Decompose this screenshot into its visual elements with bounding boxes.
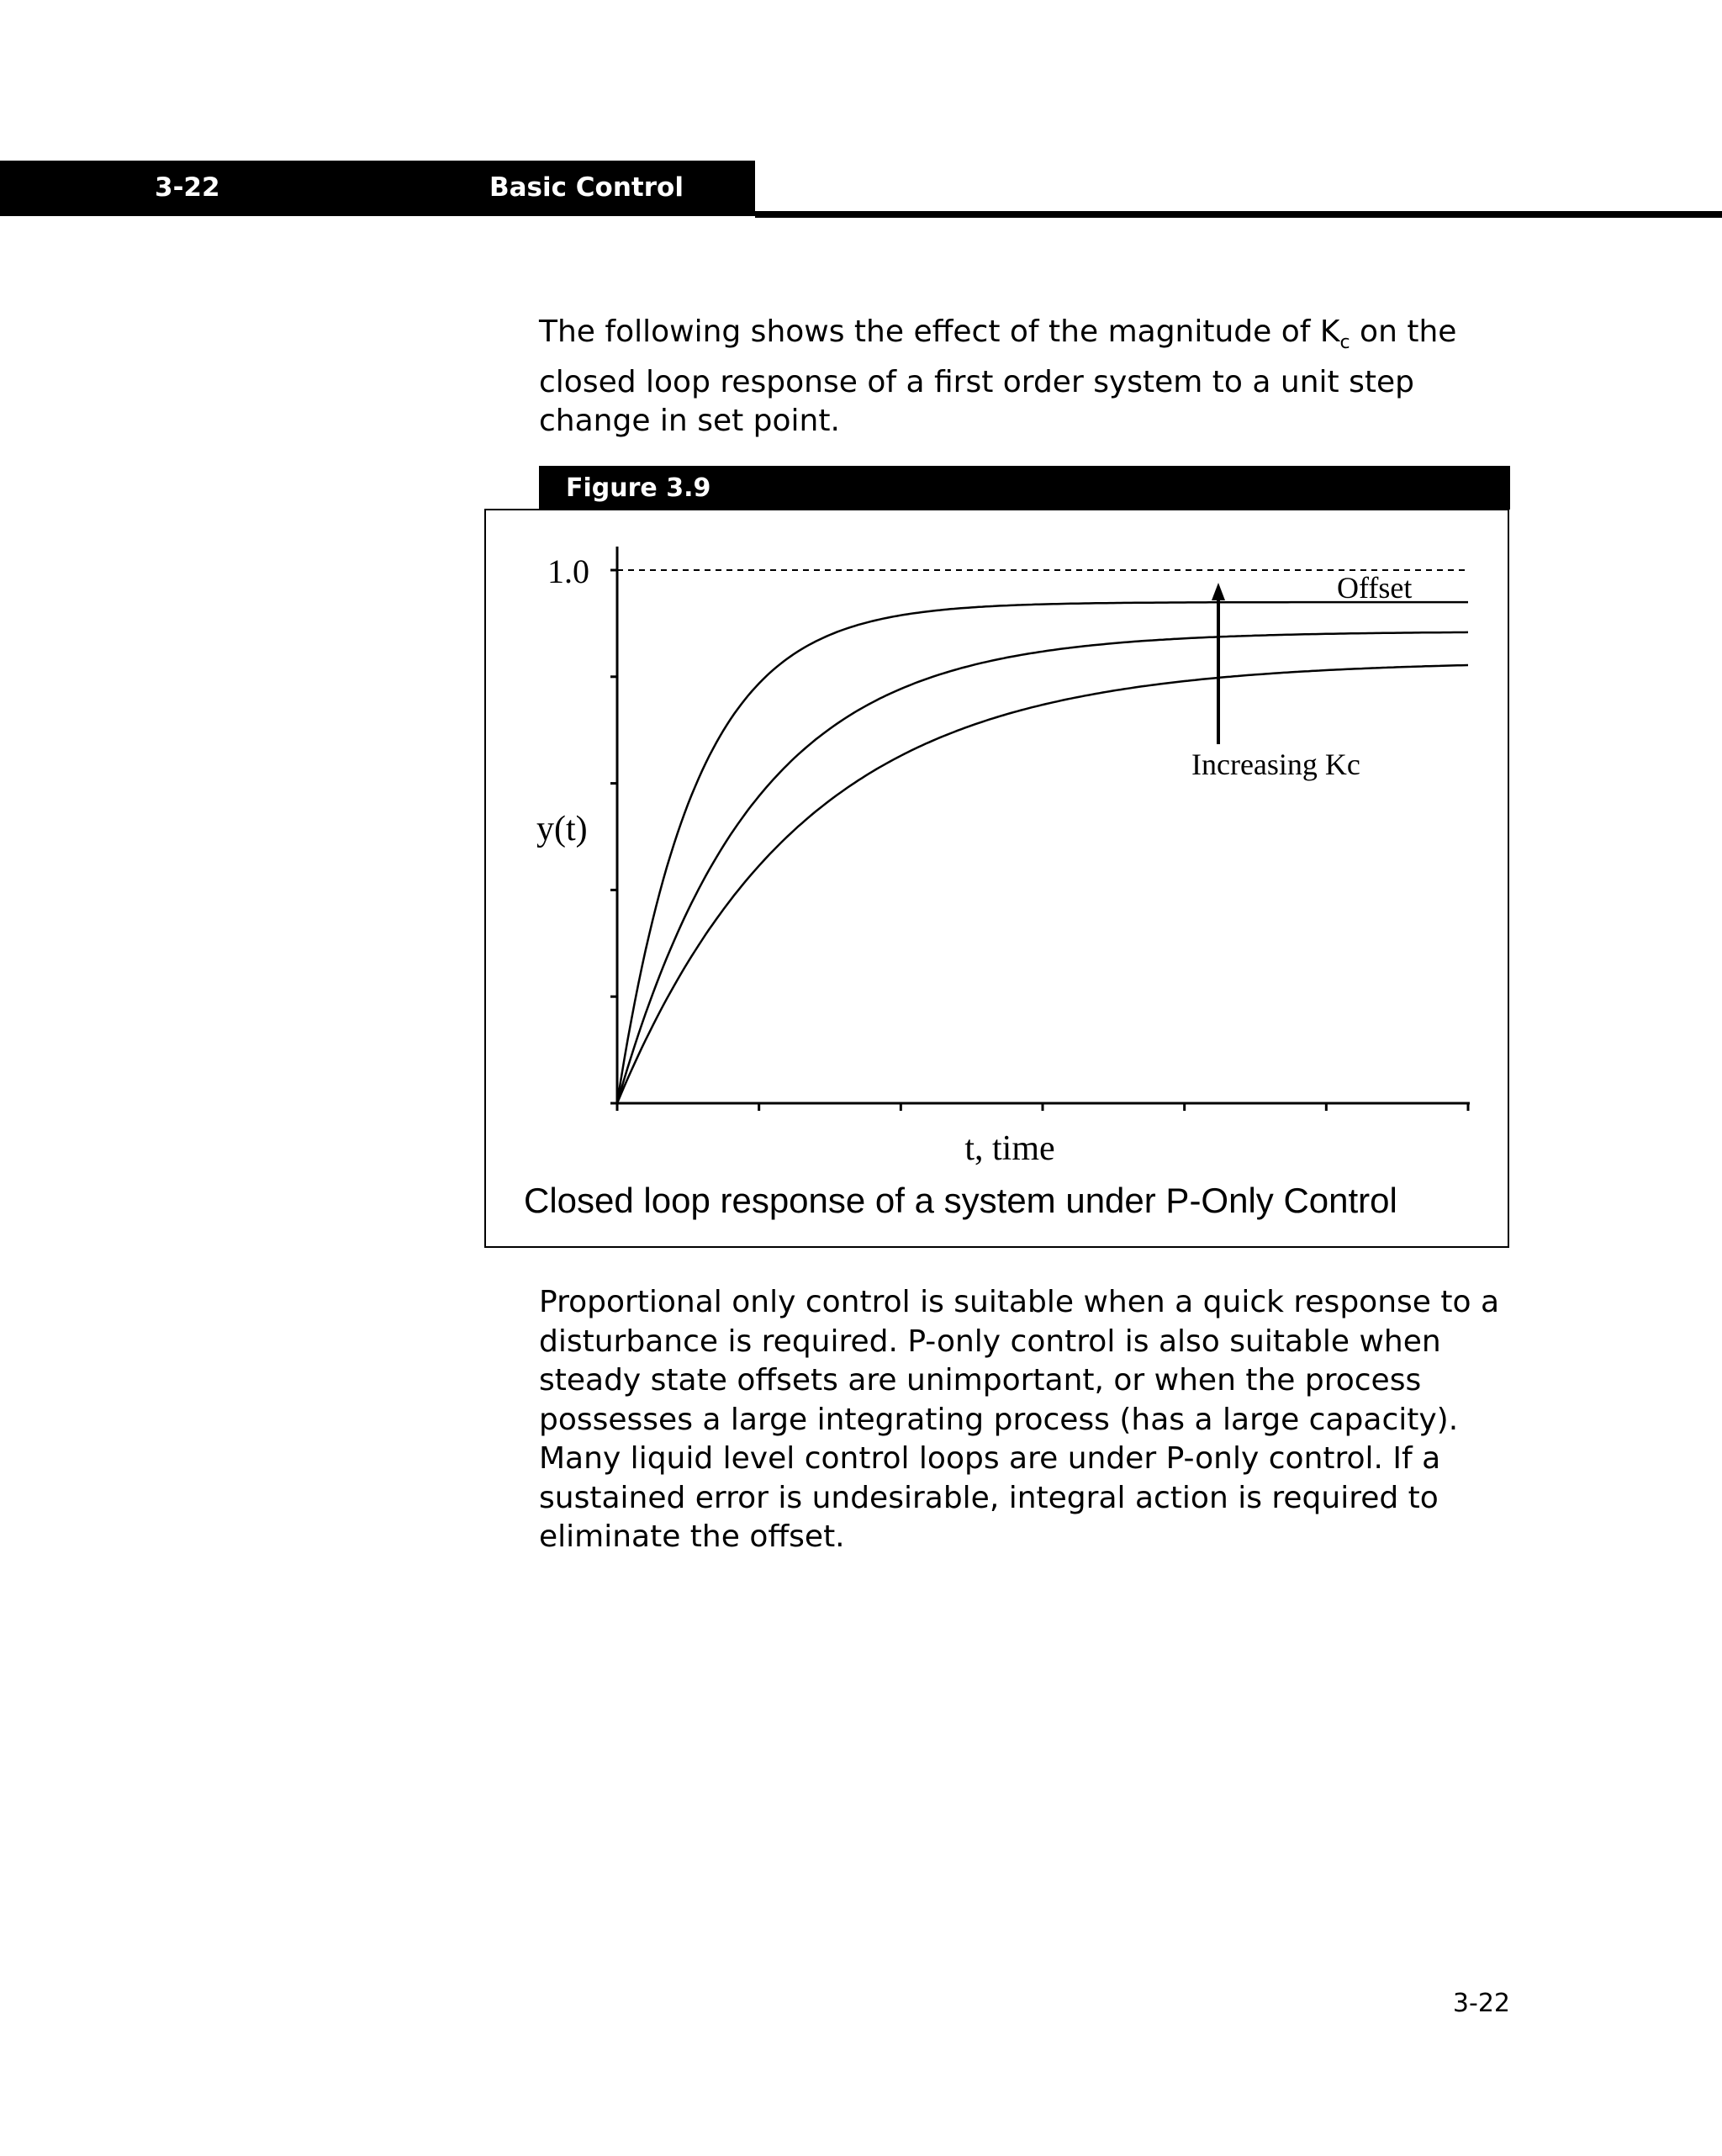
body-line: eliminate the offset.	[539, 1519, 845, 1554]
y-tick-label-1: 1.0	[547, 552, 589, 590]
body-line: Proportional only control is suitable when a quick response to a	[539, 1285, 1499, 1319]
figure-caption: Closed loop response of a system under P-Only Control	[524, 1181, 1397, 1220]
header-page-number: 3-22	[155, 172, 220, 203]
increasing-kc-arrow-head	[1212, 583, 1225, 600]
footer-page-number: 3-22	[1452, 1989, 1510, 2018]
body-line: disturbance is required. P-only control is also suitable when	[539, 1324, 1441, 1359]
header-chapter-title: Basic Control	[489, 172, 684, 203]
body-line: possesses a large integrating process (has a large capacity).	[539, 1402, 1459, 1437]
response-curve-2	[617, 632, 1468, 1103]
body-line: steady state offsets are unimportant, or when the process	[539, 1363, 1422, 1398]
x-axis-label: t, time	[964, 1129, 1055, 1168]
intro-line-2: closed loop response of a first order system to a unit step	[539, 364, 1414, 399]
y-axis-label: y(t)	[536, 810, 588, 848]
response-curve-1	[617, 602, 1468, 1103]
body-paragraph	[539, 1283, 1519, 1557]
offset-annotation: Offset	[1337, 571, 1413, 605]
figure-label: Figure 3.9	[566, 473, 711, 503]
body-line: sustained error is undesirable, integral action is required to	[539, 1480, 1439, 1515]
intro-line-1-text: The following shows the effect of the magnitude of K	[539, 314, 1340, 349]
kc-subscript: c	[1339, 332, 1350, 353]
intro-line-3: change in set point.	[539, 404, 840, 438]
increasing-kc-annotation: Increasing Kc	[1191, 748, 1360, 781]
body-line: Many liquid level control loops are under P-only control. If a	[539, 1441, 1441, 1476]
response-curve-3	[617, 665, 1468, 1103]
intro-line-1-end: on the	[1350, 314, 1457, 349]
